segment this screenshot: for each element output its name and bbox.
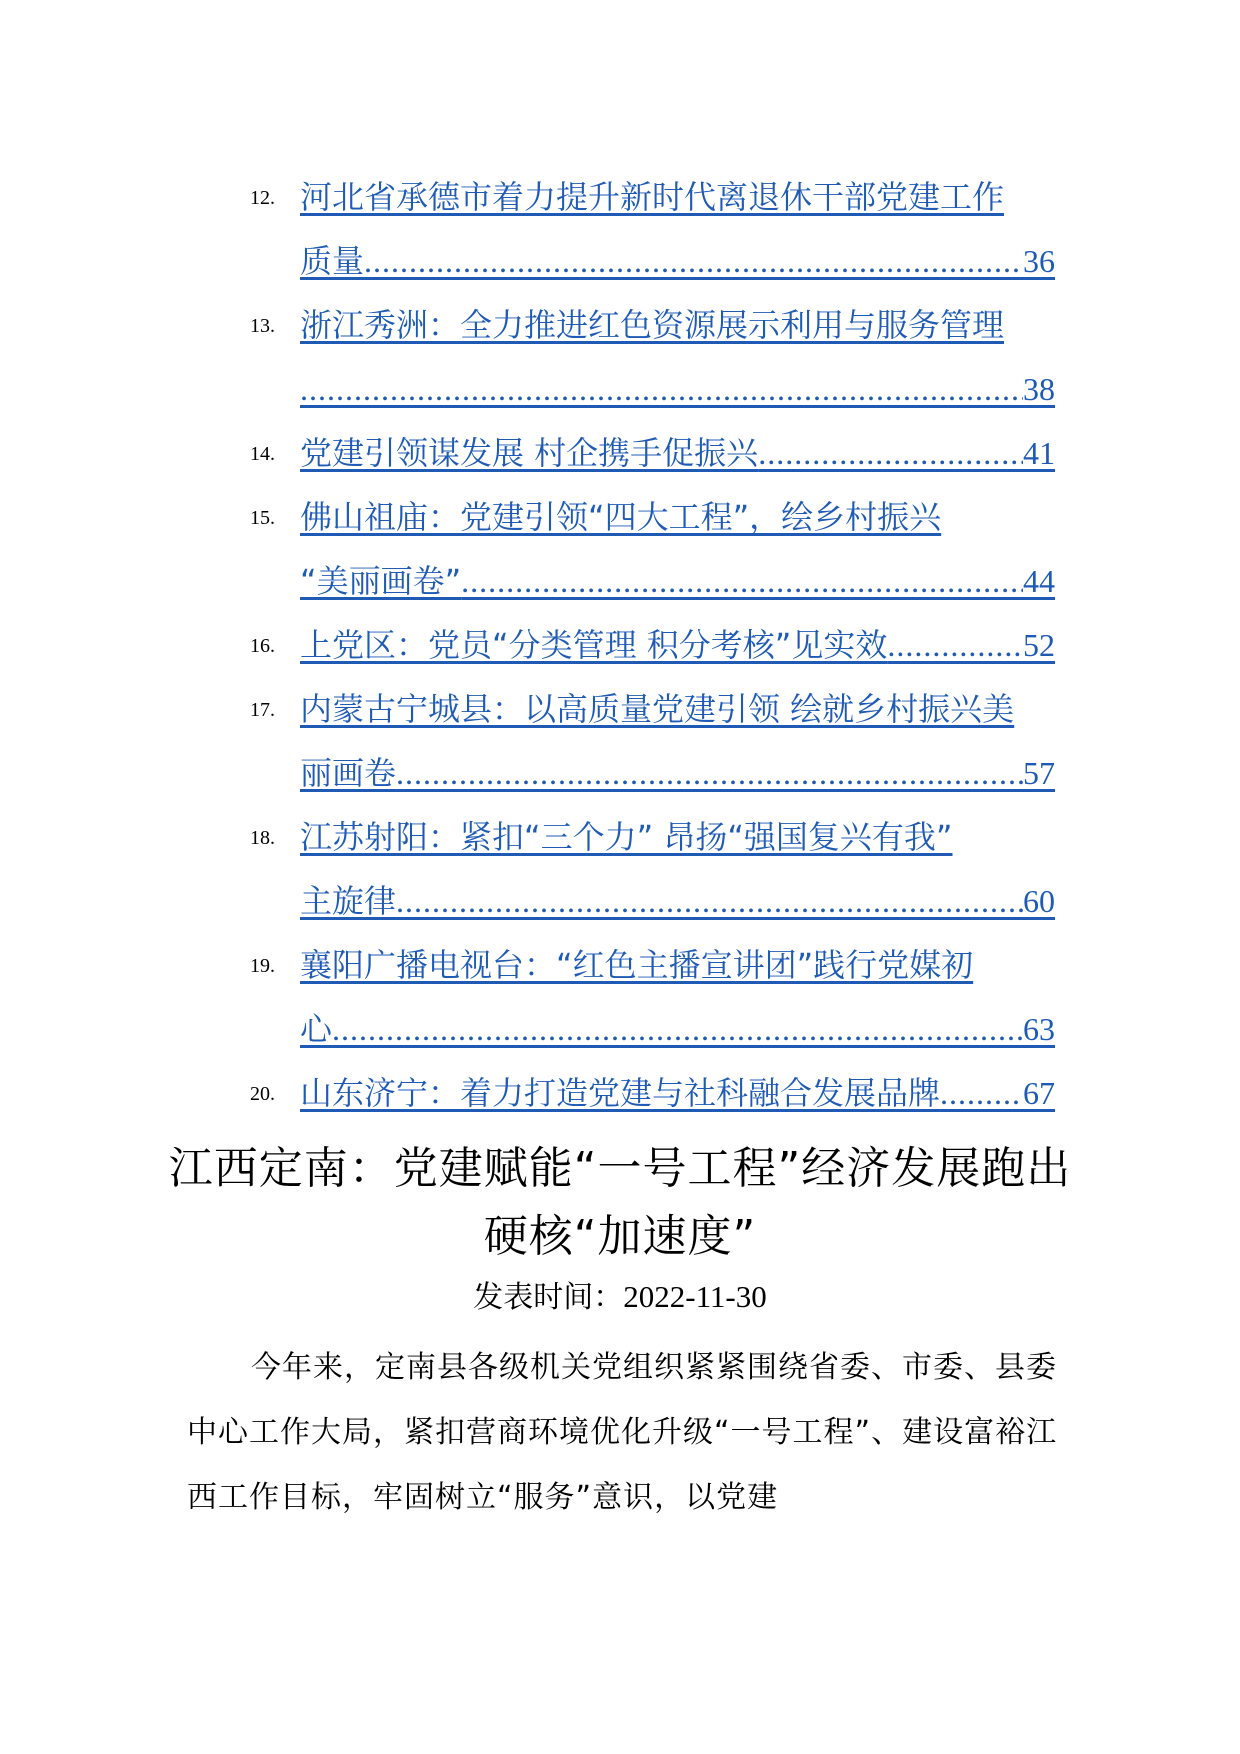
toc-entry-number: 14. [250, 443, 275, 465]
toc-page-number: 44 [1023, 563, 1055, 599]
toc-entry-number: 19. [250, 955, 275, 977]
toc-entry-number: 18. [250, 827, 275, 849]
toc-entry-number: 13. [250, 315, 275, 337]
toc-entry-number: 17. [250, 699, 275, 721]
toc-entry[interactable] [250, 613, 1055, 677]
toc-entry-link[interactable]: 上党区：党员“分类管理 积分考核”见实效 ..... 52 [300, 613, 1055, 677]
toc-entry-number: 12. [250, 187, 275, 209]
publish-date-value: 2022-11-30 [623, 1279, 767, 1314]
toc-entry-link[interactable]: 党建引领谋发展 村企携手促振兴 ..... 41 [300, 421, 1055, 485]
dot-leader [396, 741, 1023, 805]
toc-entry-link[interactable]: 浙江秀洲：全力推进红色资源展示利用与服务管理 [300, 306, 1005, 344]
article-title: 江西定南：党建赋能“一号工程”经济发展跑出硬核“加速度” [168, 1143, 1072, 1262]
dot-leader [364, 229, 1023, 293]
toc-entry[interactable] [250, 421, 1055, 485]
toc-page-number: 67 [1023, 1075, 1055, 1111]
toc-entry[interactable] [250, 165, 1055, 293]
dot-leader [461, 549, 1023, 613]
toc-page-number: 60 [1023, 883, 1055, 919]
toc-entry-link[interactable]: 丽画卷 ..... 57 [300, 741, 1055, 805]
toc-entry-link[interactable]: 质量 ..... 36 [300, 229, 1055, 293]
toc-page-number: 52 [1023, 627, 1055, 663]
toc-page-number: 38 [1023, 371, 1055, 407]
toc-entry-link[interactable]: 主旋律 ..... 60 [300, 869, 1055, 933]
toc-entry-number: 16. [250, 635, 275, 657]
toc-entry-link[interactable]: 山东济宁：着力打造党建与社科融合发展品牌 ..... 67 [300, 1061, 1055, 1125]
toc-entry-link[interactable]: 襄阳广播电视台：“红色主播宣讲团”践行党媒初 [300, 946, 974, 984]
dot-leader [940, 1061, 1023, 1125]
publish-date-label: 发表时间： [473, 1280, 624, 1315]
toc-entry-link[interactable] [300, 357, 1055, 421]
toc-page-number: 41 [1023, 435, 1055, 471]
toc-entry-link[interactable]: “美丽画卷” ..... 44 [300, 549, 1055, 613]
toc-entry[interactable] [250, 805, 1055, 933]
toc-entry-number: 15. [250, 507, 275, 529]
dot-leader [758, 421, 1023, 485]
toc-page-number: 63 [1023, 1011, 1055, 1047]
article-body: 今年来，定南县各级机关党组织紧紧围绕省委、市委、县委中心工作大局，紧扣营商环境优化升级“一号工程”、建设富裕江西工作目标，牢固树立“服务”意识，以党建 [187, 1350, 1058, 1515]
toc-entry-link[interactable]: 内蒙古宁城县：以高质量党建引领 绘就乡村振兴美 [300, 690, 1015, 728]
toc-entry[interactable] [250, 293, 1055, 421]
dot-leader [300, 357, 1023, 421]
toc-page-number: 36 [1023, 243, 1055, 279]
toc-entry[interactable] [250, 485, 1055, 613]
toc-entry-link[interactable]: 河北省承德市着力提升新时代离退休干部党建工作 [300, 178, 1005, 216]
toc-entry-link[interactable]: 江苏射阳：紧扣“三个力” 昂扬“强国复兴有我” [300, 818, 953, 856]
toc-entry[interactable] [250, 677, 1055, 805]
dot-leader [332, 997, 1023, 1061]
toc-page-number: 57 [1023, 755, 1055, 791]
toc-entry-link[interactable]: 心 ..... 63 [300, 997, 1055, 1061]
toc-entry-link[interactable]: 佛山祖庙：党建引领“四大工程”，绘乡村振兴 [300, 498, 942, 536]
dot-leader [396, 869, 1023, 933]
dot-leader [887, 613, 1023, 677]
toc-entry-number: 20. [250, 1083, 275, 1105]
publish-date [150, 1272, 1090, 1323]
toc-entry[interactable] [250, 933, 1055, 1061]
toc-entry[interactable] [250, 1061, 1055, 1125]
